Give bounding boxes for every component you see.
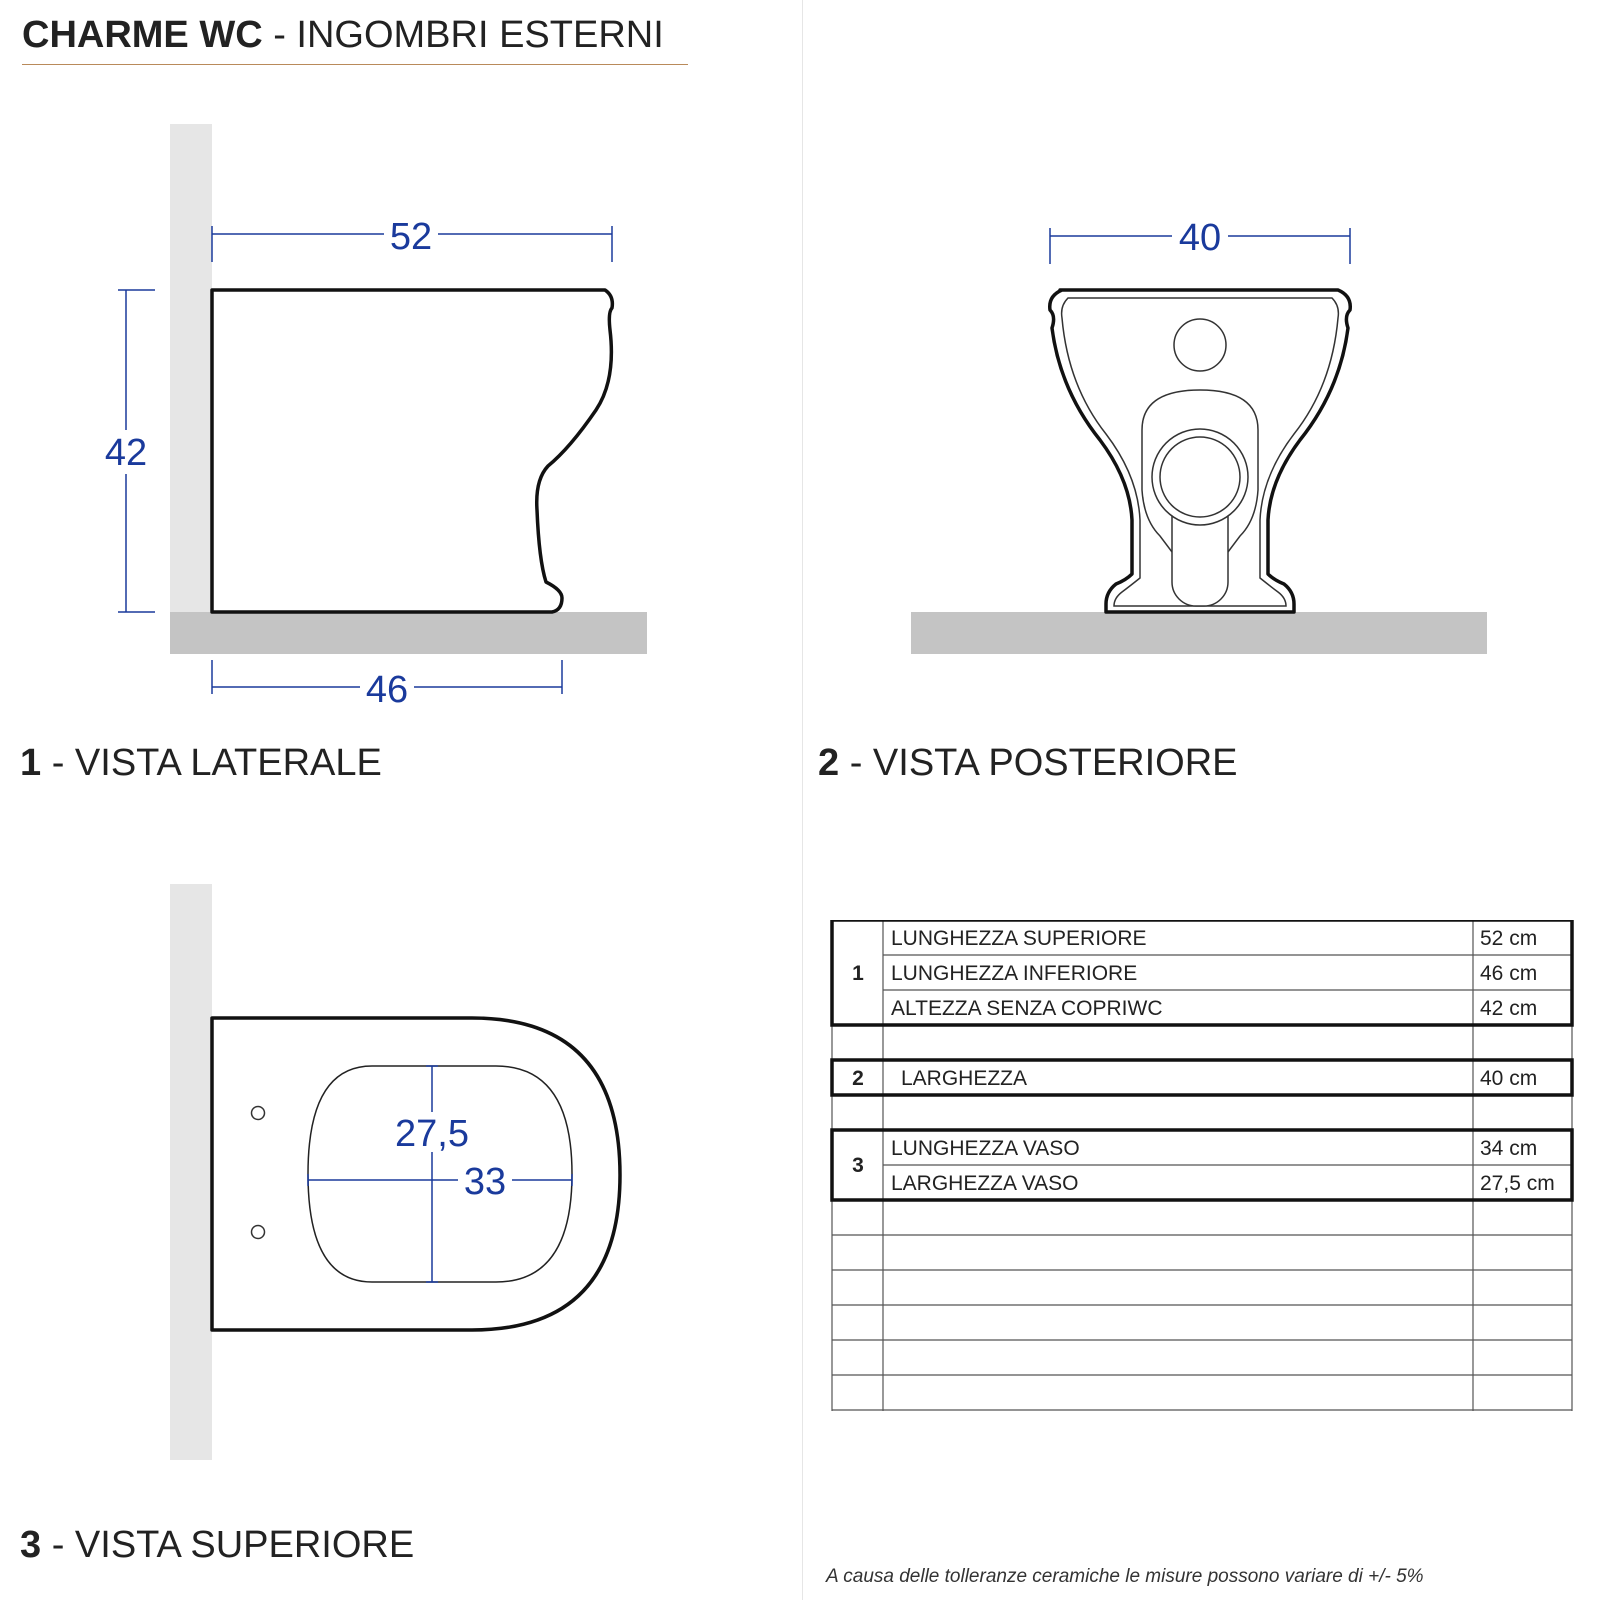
fixing-hole-lower [252,1226,265,1239]
table-group-2 [852,1067,1537,1090]
row-label: LUNGHEZZA INFERIORE [891,962,1138,985]
title-product: CHARME WC [22,14,263,56]
row-value: 34 cm [1480,1137,1538,1160]
table-group-3 [852,1137,1555,1195]
row-value: 27,5 cm [1480,1172,1555,1195]
bowl-outline [308,1066,572,1282]
row-label: LUNGHEZZA SUPERIORE [891,927,1147,950]
dim-rear-width [1050,214,1350,264]
table-row [901,1067,1537,1090]
row-label: LARGHEZZA VASO [891,1172,1079,1195]
row-label: LUNGHEZZA VASO [891,1137,1080,1160]
group-number: 3 [852,1154,864,1177]
view-label-side: 1 - VISTA LATERALE [20,742,382,784]
row-value: 46 cm [1480,962,1538,985]
table-group-1 [852,927,1537,1020]
view-label-top: 3 - VISTA SUPERIORE [20,1524,415,1566]
dimensions-table [830,920,1590,1420]
dim-height [100,290,155,612]
row-value: 52 cm [1480,927,1538,950]
table-row [891,927,1537,950]
dim-27-5-label: 27,5 [395,1113,469,1155]
row-label: LARGHEZZA [901,1067,1028,1090]
dim-bottom-length [212,660,562,711]
side-wall [170,124,212,654]
fixing-hole-upper [252,1107,265,1120]
title-subtitle: - INGOMBRI ESTERNI [262,14,664,56]
table-row [891,997,1537,1020]
group-number: 2 [852,1067,864,1090]
row-label: ALTEZZA SENZA COPRIWC [891,997,1163,1020]
tolerance-note: A causa delle tolleranze ceramiche le misure possono variare di +/- 5% [826,1566,1424,1587]
view-label-rear: 2 - VISTA POSTERIORE [818,742,1238,784]
rear-water-inlet [1174,319,1226,371]
dim-52-label: 52 [389,216,433,258]
table-row [891,962,1537,985]
table-row [891,1137,1537,1160]
table-gridlines [832,920,1572,1411]
dim-top-length [212,212,612,262]
rear-floor [911,612,1487,654]
group-number: 1 [852,962,864,985]
dim-33-label: 33 [463,1161,507,1203]
row-value: 42 cm [1480,997,1538,1020]
rear-outlet-pipe [1160,437,1240,517]
dim-46-label: 46 [365,669,409,711]
side-view-drawing [0,0,800,720]
side-toilet-outline [212,290,612,612]
top-view-drawing [0,860,800,1480]
dim-42-label: 42 [104,432,148,474]
dim-40-label: 40 [1178,217,1222,259]
row-value: 40 cm [1480,1067,1538,1090]
top-wall [170,884,212,1460]
table-row [891,1172,1555,1195]
rear-view-drawing [800,0,1600,720]
side-floor [170,612,647,654]
